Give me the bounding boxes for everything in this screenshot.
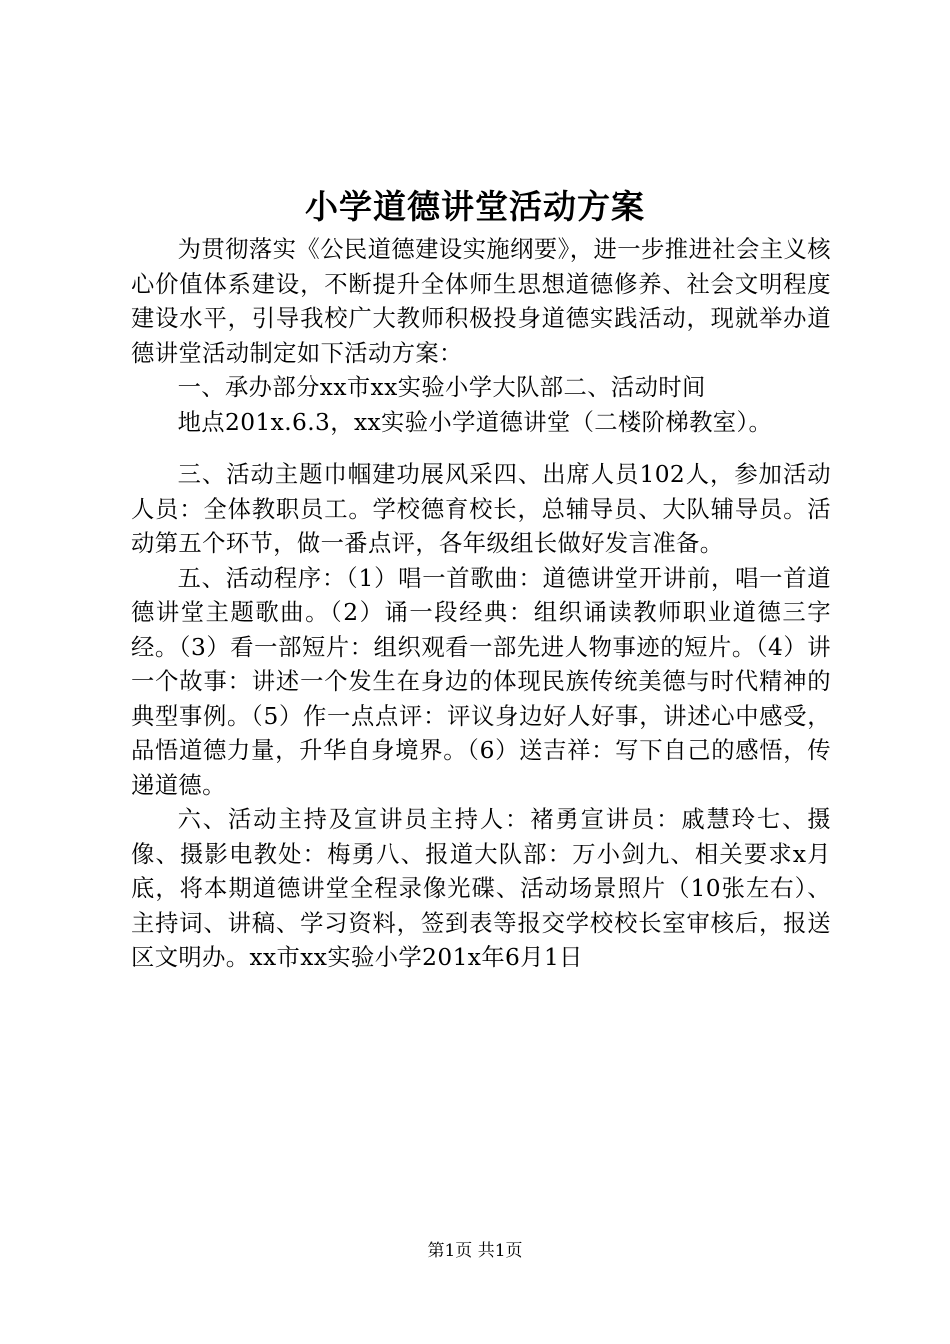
paragraph-gap	[131, 440, 831, 458]
paragraph-location: 地点201x.6.3，xx实验小学道德讲堂（二楼阶梯教室）。	[177, 408, 773, 436]
paragraph-organizer: 一、承办部分xx市xx实验小学大队部二、活动时间	[177, 374, 706, 401]
document-title: 小学道德讲堂活动方案	[305, 187, 645, 226]
paragraph-theme-attendees: 三、活动主题巾帼建功展风采四、出席人员102人，参加活动人员：全体教职员工。学校德育校长，总辅导员、大队辅导员。活动第五个环节，做一番点评，各年级组长做好发言准备。	[131, 461, 831, 557]
document-body	[131, 233, 831, 976]
page-number-footer: 第1页 共1页	[427, 1241, 523, 1261]
paragraph-intro: 为贯彻落实《公民道德建设实施纲要》，进一步推进社会主义核心价值体系建设，不断提升全体师生思想道德修养、社会文明程度建设水平，引导我校广大教师积极投身道德实践活动，现就举办道德讲堂活动制定如下活动方案：	[131, 236, 831, 367]
paragraph-procedure: 五、活动程序：（1）唱一首歌曲：道德讲堂开讲前，唱一首道德讲堂主题歌曲。（2）诵一段经典：组织诵读教师职业道德三字经。（3）看一部短片：组织观看一部先进人物事迹的短片。（4）讲一个故事：讲述一个发生在身边的体现民族传统美德与时代精神的典型事例。（5）作一点点评：评议身边好人好事，讲述心中感受，品悟道德力量，升华自身境界。（6）送吉祥：写下自己的感悟，传递道德。	[131, 564, 831, 799]
paragraph-hosts-requirements: 六、活动主持及宣讲员主持人：褚勇宣讲员：戚慧玲七、摄像、摄影电教处：梅勇八、报道大队部：万小剑九、相关要求x月底，将本期道德讲堂全程录像光碟、活动场景照片（10张左右）、主持词、讲稿、学习资料，签到表等报交学校校长室审核后，报送区文明办。xx市xx实验小学201x年6月1日	[131, 806, 831, 971]
